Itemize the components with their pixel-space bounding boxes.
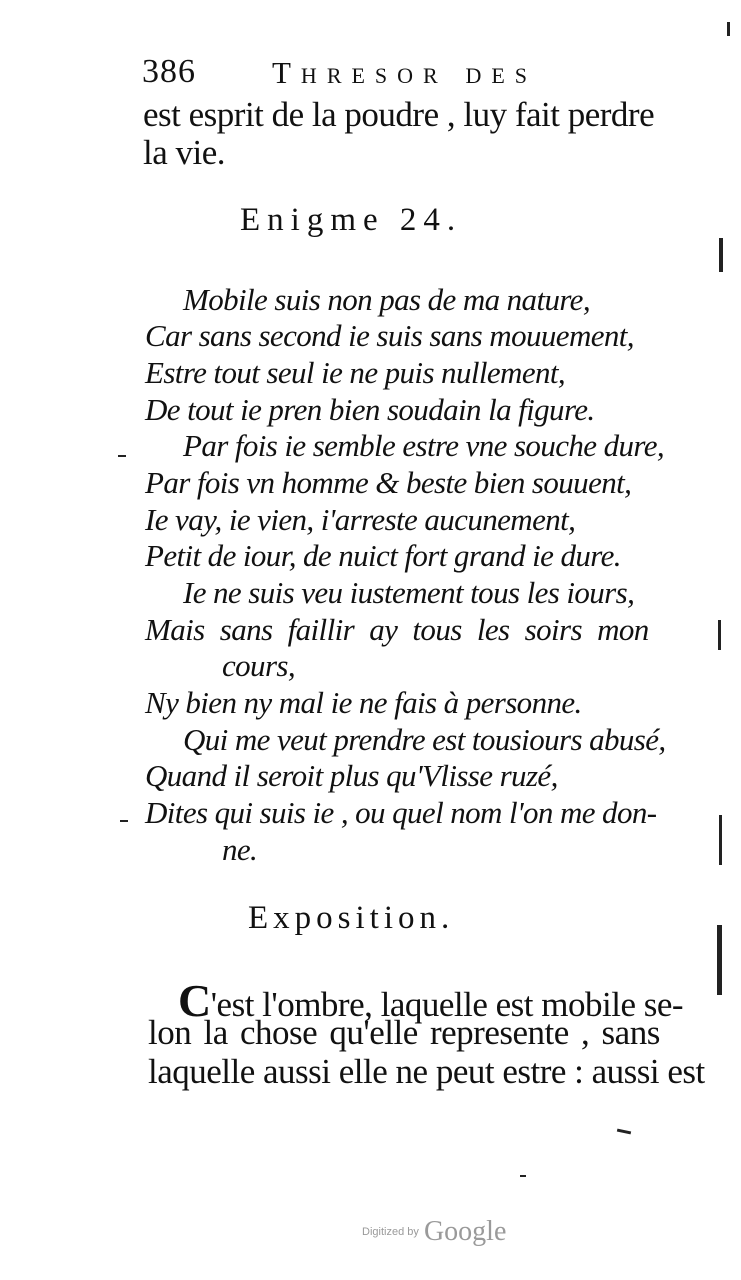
- verse-line: ne.: [222, 832, 258, 867]
- enigme-heading: Enigme 24.: [240, 202, 463, 238]
- margin-mark: [717, 925, 722, 995]
- verse-line: Dites qui suis ie , ou quel nom l'on me don-: [145, 795, 657, 830]
- verse-line: Estre tout seul ie ne puis nullement,: [145, 355, 566, 390]
- verse-line: Ny bien ny mal ie ne fais à personne.: [145, 685, 582, 720]
- verse-line: Quand il seroit plus qu'Vlisse ruzé,: [145, 758, 558, 793]
- verse-line: Ie ne suis veu iustement tous les iours,: [183, 575, 635, 610]
- running-title: Thresor des: [272, 55, 538, 90]
- margin-mark: [719, 238, 723, 272]
- margin-mark: [719, 815, 722, 865]
- speck: [617, 1129, 631, 1135]
- speck: [118, 455, 126, 457]
- intro-line-2: la vie.: [143, 133, 226, 172]
- speck: [120, 820, 128, 822]
- exposition-line-3: laquelle aussi elle ne peut estre : aussi est: [148, 1052, 705, 1091]
- verse-line: cours,: [222, 648, 296, 683]
- verse-line: Mobile suis non pas de ma nature,: [183, 282, 590, 317]
- exposition-line-2: lon la chose qu'elle represente , sans: [148, 1013, 660, 1052]
- verse-line: Qui me veut prendre est tousiours abusé,: [183, 722, 666, 757]
- drop-cap: C: [178, 975, 211, 1026]
- speck: [520, 1175, 526, 1177]
- exposition-heading: Exposition.: [248, 900, 455, 936]
- verse-line: Par fois vn homme & beste bien souuent,: [145, 465, 632, 500]
- verse-line: Par fois ie semble estre vne souche dure,: [183, 428, 665, 463]
- verse-line: De tout ie pren bien soudain la figure.: [145, 392, 595, 427]
- verse-line: Ie vay, ie vien, i'arreste aucunement,: [145, 502, 576, 537]
- page-number: 386: [142, 53, 196, 90]
- verse-line: Petit de iour, de nuict fort grand ie dure.: [145, 538, 621, 573]
- margin-mark: [727, 22, 730, 36]
- verse-line: Car sans second ie suis sans mouuement,: [145, 318, 634, 353]
- verse-line: Mais sans faillir ay tous les soirs mon: [145, 612, 649, 647]
- exposition-line-1: C'est l'ombre, laquelle est mobile se-: [178, 975, 684, 1026]
- watermark-prefix: Digitized by: [362, 1226, 419, 1238]
- margin-mark: [718, 620, 721, 650]
- digitized-watermark: [362, 1216, 506, 1248]
- intro-line-1: est esprit de la poudre , luy fait perdre: [143, 95, 655, 134]
- google-logo: Google: [423, 1216, 507, 1247]
